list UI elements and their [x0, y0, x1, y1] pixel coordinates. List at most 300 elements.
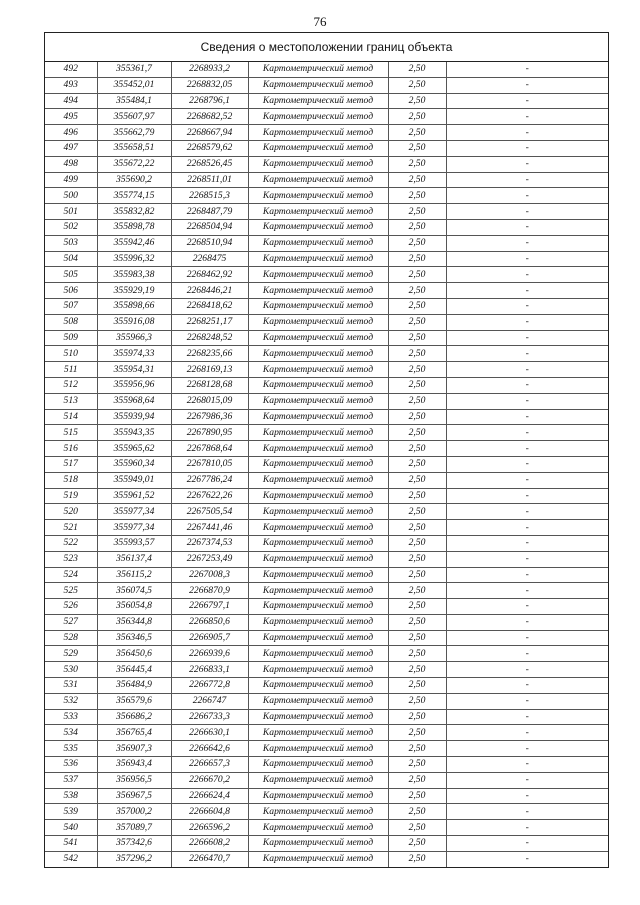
coord-y-cell: 2267986,36: [171, 409, 248, 425]
accuracy-cell: 2,50: [388, 93, 446, 109]
method-cell: Картометрический метод: [248, 772, 388, 788]
coord-x-cell: 355658,51: [97, 140, 171, 156]
method-cell: Картометрический метод: [248, 204, 388, 220]
coord-x-cell: 356579,6: [97, 693, 171, 709]
table-row: [45, 772, 608, 788]
method-cell: Картометрический метод: [248, 820, 388, 836]
table-row: [45, 535, 608, 551]
point-number-cell: 532: [45, 693, 97, 709]
point-number-cell: 499: [45, 172, 97, 188]
table-row: [45, 235, 608, 251]
coord-y-cell: 2268418,62: [171, 298, 248, 314]
coord-x-cell: 356346,5: [97, 630, 171, 646]
method-cell: Картометрический метод: [248, 520, 388, 536]
table-row: [45, 836, 608, 852]
table-row: [45, 251, 608, 267]
method-cell: Картометрический метод: [248, 599, 388, 615]
description-cell: -: [446, 377, 608, 393]
accuracy-cell: 2,50: [388, 646, 446, 662]
description-cell: -: [446, 393, 608, 409]
coord-x-cell: 355968,64: [97, 393, 171, 409]
coord-x-cell: 356344,8: [97, 614, 171, 630]
point-number-cell: 533: [45, 709, 97, 725]
method-cell: Картометрический метод: [248, 472, 388, 488]
coord-y-cell: 2266596,2: [171, 820, 248, 836]
method-cell: Картометрический метод: [248, 267, 388, 283]
coord-y-cell: 2266833,1: [171, 662, 248, 678]
table-row: [45, 125, 608, 141]
coord-y-cell: 2266470,7: [171, 851, 248, 866]
accuracy-cell: 2,50: [388, 551, 446, 567]
coord-x-cell: 355954,31: [97, 362, 171, 378]
accuracy-cell: 2,50: [388, 520, 446, 536]
coord-y-cell: 2266670,2: [171, 772, 248, 788]
table-row: [45, 425, 608, 441]
point-number-cell: 517: [45, 456, 97, 472]
table-row: [45, 93, 608, 109]
point-number-cell: 498: [45, 156, 97, 172]
description-cell: -: [446, 662, 608, 678]
description-cell: -: [446, 804, 608, 820]
point-number-cell: 530: [45, 662, 97, 678]
description-cell: -: [446, 630, 608, 646]
method-cell: Картометрический метод: [248, 804, 388, 820]
accuracy-cell: 2,50: [388, 725, 446, 741]
coord-y-cell: 2266608,2: [171, 836, 248, 852]
accuracy-cell: 2,50: [388, 504, 446, 520]
accuracy-cell: 2,50: [388, 251, 446, 267]
table-row: [45, 678, 608, 694]
accuracy-cell: 2,50: [388, 314, 446, 330]
accuracy-cell: 2,50: [388, 393, 446, 409]
coord-x-cell: 355484,1: [97, 93, 171, 109]
accuracy-cell: 2,50: [388, 219, 446, 235]
table-row: [45, 851, 608, 866]
coord-x-cell: 356907,3: [97, 741, 171, 757]
accuracy-cell: 2,50: [388, 298, 446, 314]
coord-y-cell: 2267890,95: [171, 425, 248, 441]
table-row: [45, 472, 608, 488]
coord-x-cell: 356115,2: [97, 567, 171, 583]
point-number-cell: 496: [45, 125, 97, 141]
description-cell: -: [446, 156, 608, 172]
method-cell: Картометрический метод: [248, 535, 388, 551]
description-cell: -: [446, 298, 608, 314]
method-cell: Картометрический метод: [248, 219, 388, 235]
description-cell: -: [446, 520, 608, 536]
method-cell: Картометрический метод: [248, 836, 388, 852]
table-row: [45, 377, 608, 393]
point-number-cell: 540: [45, 820, 97, 836]
coord-x-cell: 355939,94: [97, 409, 171, 425]
accuracy-cell: 2,50: [388, 109, 446, 125]
table-row: [45, 109, 608, 125]
description-cell: -: [446, 725, 608, 741]
coord-x-cell: 355943,35: [97, 425, 171, 441]
coord-x-cell: 356137,4: [97, 551, 171, 567]
point-number-cell: 531: [45, 678, 97, 694]
description-cell: -: [446, 267, 608, 283]
accuracy-cell: 2,50: [388, 235, 446, 251]
table-row: [45, 441, 608, 457]
coordinates-table-body: [45, 62, 608, 867]
method-cell: Картометрический метод: [248, 488, 388, 504]
coord-y-cell: 2267253,49: [171, 551, 248, 567]
description-cell: -: [446, 567, 608, 583]
table-row: [45, 488, 608, 504]
table-row: [45, 456, 608, 472]
table-row: [45, 551, 608, 567]
coord-y-cell: 2268128,68: [171, 377, 248, 393]
table-row: [45, 630, 608, 646]
table-row: [45, 788, 608, 804]
table-row: [45, 662, 608, 678]
accuracy-cell: 2,50: [388, 583, 446, 599]
description-cell: -: [446, 599, 608, 615]
point-number-cell: 510: [45, 346, 97, 362]
table-row: [45, 693, 608, 709]
description-cell: -: [446, 188, 608, 204]
description-cell: -: [446, 314, 608, 330]
coord-x-cell: 356967,5: [97, 788, 171, 804]
accuracy-cell: 2,50: [388, 678, 446, 694]
coord-x-cell: 357342,6: [97, 836, 171, 852]
point-number-cell: 500: [45, 188, 97, 204]
description-cell: -: [446, 678, 608, 694]
table-row: [45, 741, 608, 757]
description-cell: -: [446, 62, 608, 77]
description-cell: -: [446, 219, 608, 235]
coord-y-cell: 2266939,6: [171, 646, 248, 662]
description-cell: -: [446, 614, 608, 630]
description-cell: -: [446, 125, 608, 141]
description-cell: -: [446, 741, 608, 757]
description-cell: -: [446, 709, 608, 725]
coord-y-cell: 2266850,6: [171, 614, 248, 630]
coord-y-cell: 2266772,8: [171, 678, 248, 694]
method-cell: Картометрический метод: [248, 93, 388, 109]
point-number-cell: 503: [45, 235, 97, 251]
description-cell: -: [446, 836, 608, 852]
accuracy-cell: 2,50: [388, 362, 446, 378]
point-number-cell: 527: [45, 614, 97, 630]
method-cell: Картометрический метод: [248, 551, 388, 567]
description-cell: -: [446, 140, 608, 156]
table-row: [45, 820, 608, 836]
coord-x-cell: 355898,66: [97, 298, 171, 314]
method-cell: Картометрический метод: [248, 362, 388, 378]
coord-x-cell: 355662,79: [97, 125, 171, 141]
method-cell: Картометрический метод: [248, 630, 388, 646]
table-row: [45, 330, 608, 346]
method-cell: Картометрический метод: [248, 409, 388, 425]
table-row: [45, 77, 608, 93]
description-cell: -: [446, 283, 608, 299]
coord-x-cell: 356074,5: [97, 583, 171, 599]
method-cell: Картометрический метод: [248, 851, 388, 866]
description-cell: -: [446, 425, 608, 441]
method-cell: Картометрический метод: [248, 757, 388, 773]
method-cell: Картометрический метод: [248, 788, 388, 804]
coord-y-cell: 2266630,1: [171, 725, 248, 741]
accuracy-cell: 2,50: [388, 441, 446, 457]
point-number-cell: 529: [45, 646, 97, 662]
accuracy-cell: 2,50: [388, 757, 446, 773]
coord-y-cell: 2268832,05: [171, 77, 248, 93]
accuracy-cell: 2,50: [388, 836, 446, 852]
coord-y-cell: 2268015,09: [171, 393, 248, 409]
table-row: [45, 140, 608, 156]
accuracy-cell: 2,50: [388, 188, 446, 204]
method-cell: Картометрический метод: [248, 330, 388, 346]
accuracy-cell: 2,50: [388, 62, 446, 77]
description-cell: -: [446, 251, 608, 267]
coord-y-cell: 2266797,1: [171, 599, 248, 615]
coord-y-cell: 2268515,3: [171, 188, 248, 204]
coord-x-cell: 355452,01: [97, 77, 171, 93]
accuracy-cell: 2,50: [388, 599, 446, 615]
description-cell: -: [446, 346, 608, 362]
point-number-cell: 523: [45, 551, 97, 567]
coord-y-cell: 2266657,3: [171, 757, 248, 773]
point-number-cell: 542: [45, 851, 97, 866]
description-cell: -: [446, 583, 608, 599]
description-cell: -: [446, 77, 608, 93]
method-cell: Картометрический метод: [248, 109, 388, 125]
coord-x-cell: 355361,7: [97, 62, 171, 77]
sheet-title: Сведения о местоположении границ объекта: [45, 33, 608, 62]
coord-x-cell: 357000,2: [97, 804, 171, 820]
method-cell: Картометрический метод: [248, 314, 388, 330]
point-number-cell: 511: [45, 362, 97, 378]
coord-x-cell: 356054,8: [97, 599, 171, 615]
method-cell: Картометрический метод: [248, 140, 388, 156]
coord-y-cell: 2268169,13: [171, 362, 248, 378]
table-row: [45, 520, 608, 536]
accuracy-cell: 2,50: [388, 409, 446, 425]
accuracy-cell: 2,50: [388, 140, 446, 156]
description-cell: -: [446, 772, 608, 788]
accuracy-cell: 2,50: [388, 693, 446, 709]
coord-x-cell: 357296,2: [97, 851, 171, 866]
accuracy-cell: 2,50: [388, 709, 446, 725]
accuracy-cell: 2,50: [388, 172, 446, 188]
table-row: [45, 362, 608, 378]
method-cell: Картометрический метод: [248, 583, 388, 599]
coord-x-cell: 355929,19: [97, 283, 171, 299]
accuracy-cell: 2,50: [388, 425, 446, 441]
method-cell: Картометрический метод: [248, 77, 388, 93]
coord-x-cell: 356943,4: [97, 757, 171, 773]
coord-x-cell: 355774,15: [97, 188, 171, 204]
method-cell: Картометрический метод: [248, 298, 388, 314]
coord-x-cell: 355832,82: [97, 204, 171, 220]
table-row: [45, 172, 608, 188]
point-number-cell: 494: [45, 93, 97, 109]
point-number-cell: 525: [45, 583, 97, 599]
coord-y-cell: 2266870,9: [171, 583, 248, 599]
point-number-cell: 492: [45, 62, 97, 77]
point-number-cell: 512: [45, 377, 97, 393]
coord-y-cell: 2267622,26: [171, 488, 248, 504]
accuracy-cell: 2,50: [388, 77, 446, 93]
accuracy-cell: 2,50: [388, 346, 446, 362]
point-number-cell: 495: [45, 109, 97, 125]
coord-x-cell: 356484,9: [97, 678, 171, 694]
method-cell: Картометрический метод: [248, 709, 388, 725]
description-cell: -: [446, 504, 608, 520]
table-row: [45, 156, 608, 172]
point-number-cell: 524: [45, 567, 97, 583]
table-row: [45, 725, 608, 741]
description-cell: -: [446, 535, 608, 551]
coord-x-cell: 356450,6: [97, 646, 171, 662]
point-number-cell: 515: [45, 425, 97, 441]
table-row: [45, 599, 608, 615]
coord-x-cell: 355961,52: [97, 488, 171, 504]
accuracy-cell: 2,50: [388, 330, 446, 346]
table-row: [45, 283, 608, 299]
table-row: [45, 504, 608, 520]
coordinates-table: [45, 62, 608, 867]
method-cell: Картометрический метод: [248, 456, 388, 472]
point-number-cell: 509: [45, 330, 97, 346]
description-cell: -: [446, 235, 608, 251]
coord-y-cell: 2266733,3: [171, 709, 248, 725]
point-number-cell: 502: [45, 219, 97, 235]
coord-x-cell: 355965,62: [97, 441, 171, 457]
coord-x-cell: 355983,38: [97, 267, 171, 283]
coord-y-cell: 2266624,4: [171, 788, 248, 804]
description-cell: -: [446, 93, 608, 109]
coord-y-cell: 2266604,8: [171, 804, 248, 820]
coord-y-cell: 2267810,05: [171, 456, 248, 472]
coord-x-cell: 355942,46: [97, 235, 171, 251]
coord-x-cell: 355996,32: [97, 251, 171, 267]
coord-x-cell: 355916,08: [97, 314, 171, 330]
method-cell: Картометрический метод: [248, 425, 388, 441]
coord-y-cell: 2268475: [171, 251, 248, 267]
point-number-cell: 506: [45, 283, 97, 299]
coord-x-cell: 355672,22: [97, 156, 171, 172]
description-cell: -: [446, 441, 608, 457]
coord-y-cell: 2268487,79: [171, 204, 248, 220]
coord-y-cell: 2268682,52: [171, 109, 248, 125]
point-number-cell: 513: [45, 393, 97, 409]
coord-y-cell: 2268526,45: [171, 156, 248, 172]
method-cell: Картометрический метод: [248, 725, 388, 741]
coord-x-cell: 355974,33: [97, 346, 171, 362]
coord-y-cell: 2266747: [171, 693, 248, 709]
point-number-cell: 534: [45, 725, 97, 741]
method-cell: Картометрический метод: [248, 662, 388, 678]
accuracy-cell: 2,50: [388, 283, 446, 299]
coord-x-cell: 357089,7: [97, 820, 171, 836]
coord-y-cell: 2267868,64: [171, 441, 248, 457]
coord-y-cell: 2267441,46: [171, 520, 248, 536]
coord-y-cell: 2268933,2: [171, 62, 248, 77]
accuracy-cell: 2,50: [388, 788, 446, 804]
accuracy-cell: 2,50: [388, 535, 446, 551]
method-cell: Картометрический метод: [248, 741, 388, 757]
table-row: [45, 583, 608, 599]
table-row: [45, 804, 608, 820]
point-number-cell: 521: [45, 520, 97, 536]
method-cell: Картометрический метод: [248, 188, 388, 204]
point-number-cell: 493: [45, 77, 97, 93]
method-cell: Картометрический метод: [248, 678, 388, 694]
coord-x-cell: 355960,34: [97, 456, 171, 472]
description-cell: -: [446, 646, 608, 662]
accuracy-cell: 2,50: [388, 630, 446, 646]
coord-x-cell: 356686,2: [97, 709, 171, 725]
coord-y-cell: 2268510,94: [171, 235, 248, 251]
page-number: 76: [313, 14, 327, 29]
coord-x-cell: 355993,57: [97, 535, 171, 551]
coord-y-cell: 2268251,17: [171, 314, 248, 330]
description-cell: -: [446, 362, 608, 378]
coord-x-cell: 355607,97: [97, 109, 171, 125]
description-cell: -: [446, 330, 608, 346]
coord-x-cell: 355690,2: [97, 172, 171, 188]
point-number-cell: 504: [45, 251, 97, 267]
accuracy-cell: 2,50: [388, 156, 446, 172]
method-cell: Картометрический метод: [248, 393, 388, 409]
table-row: [45, 614, 608, 630]
description-cell: -: [446, 204, 608, 220]
coord-y-cell: 2267505,54: [171, 504, 248, 520]
method-cell: Картометрический метод: [248, 646, 388, 662]
method-cell: Картометрический метод: [248, 251, 388, 267]
description-cell: -: [446, 409, 608, 425]
description-cell: -: [446, 757, 608, 773]
table-row: [45, 267, 608, 283]
point-number-cell: 519: [45, 488, 97, 504]
table-row: [45, 346, 608, 362]
method-cell: Картометрический метод: [248, 614, 388, 630]
coord-y-cell: 2268462,92: [171, 267, 248, 283]
coord-y-cell: 2268579,62: [171, 140, 248, 156]
accuracy-cell: 2,50: [388, 456, 446, 472]
accuracy-cell: 2,50: [388, 472, 446, 488]
coord-y-cell: 2266642,6: [171, 741, 248, 757]
accuracy-cell: 2,50: [388, 804, 446, 820]
method-cell: Картометрический метод: [248, 62, 388, 77]
method-cell: Картометрический метод: [248, 441, 388, 457]
coord-x-cell: 355956,96: [97, 377, 171, 393]
coord-x-cell: 355977,34: [97, 504, 171, 520]
table-row: [45, 567, 608, 583]
coord-y-cell: 2268504,94: [171, 219, 248, 235]
description-cell: -: [446, 551, 608, 567]
point-number-cell: 514: [45, 409, 97, 425]
coord-x-cell: 356445,4: [97, 662, 171, 678]
accuracy-cell: 2,50: [388, 741, 446, 757]
description-cell: -: [446, 472, 608, 488]
point-number-cell: 526: [45, 599, 97, 615]
method-cell: Картометрический метод: [248, 377, 388, 393]
method-cell: Картометрический метод: [248, 125, 388, 141]
method-cell: Картометрический метод: [248, 504, 388, 520]
point-number-cell: 528: [45, 630, 97, 646]
description-cell: -: [446, 172, 608, 188]
coord-y-cell: 2268511,01: [171, 172, 248, 188]
point-number-cell: 522: [45, 535, 97, 551]
coord-y-cell: 2267786,24: [171, 472, 248, 488]
method-cell: Картометрический метод: [248, 156, 388, 172]
method-cell: Картометрический метод: [248, 283, 388, 299]
method-cell: Картометрический метод: [248, 172, 388, 188]
